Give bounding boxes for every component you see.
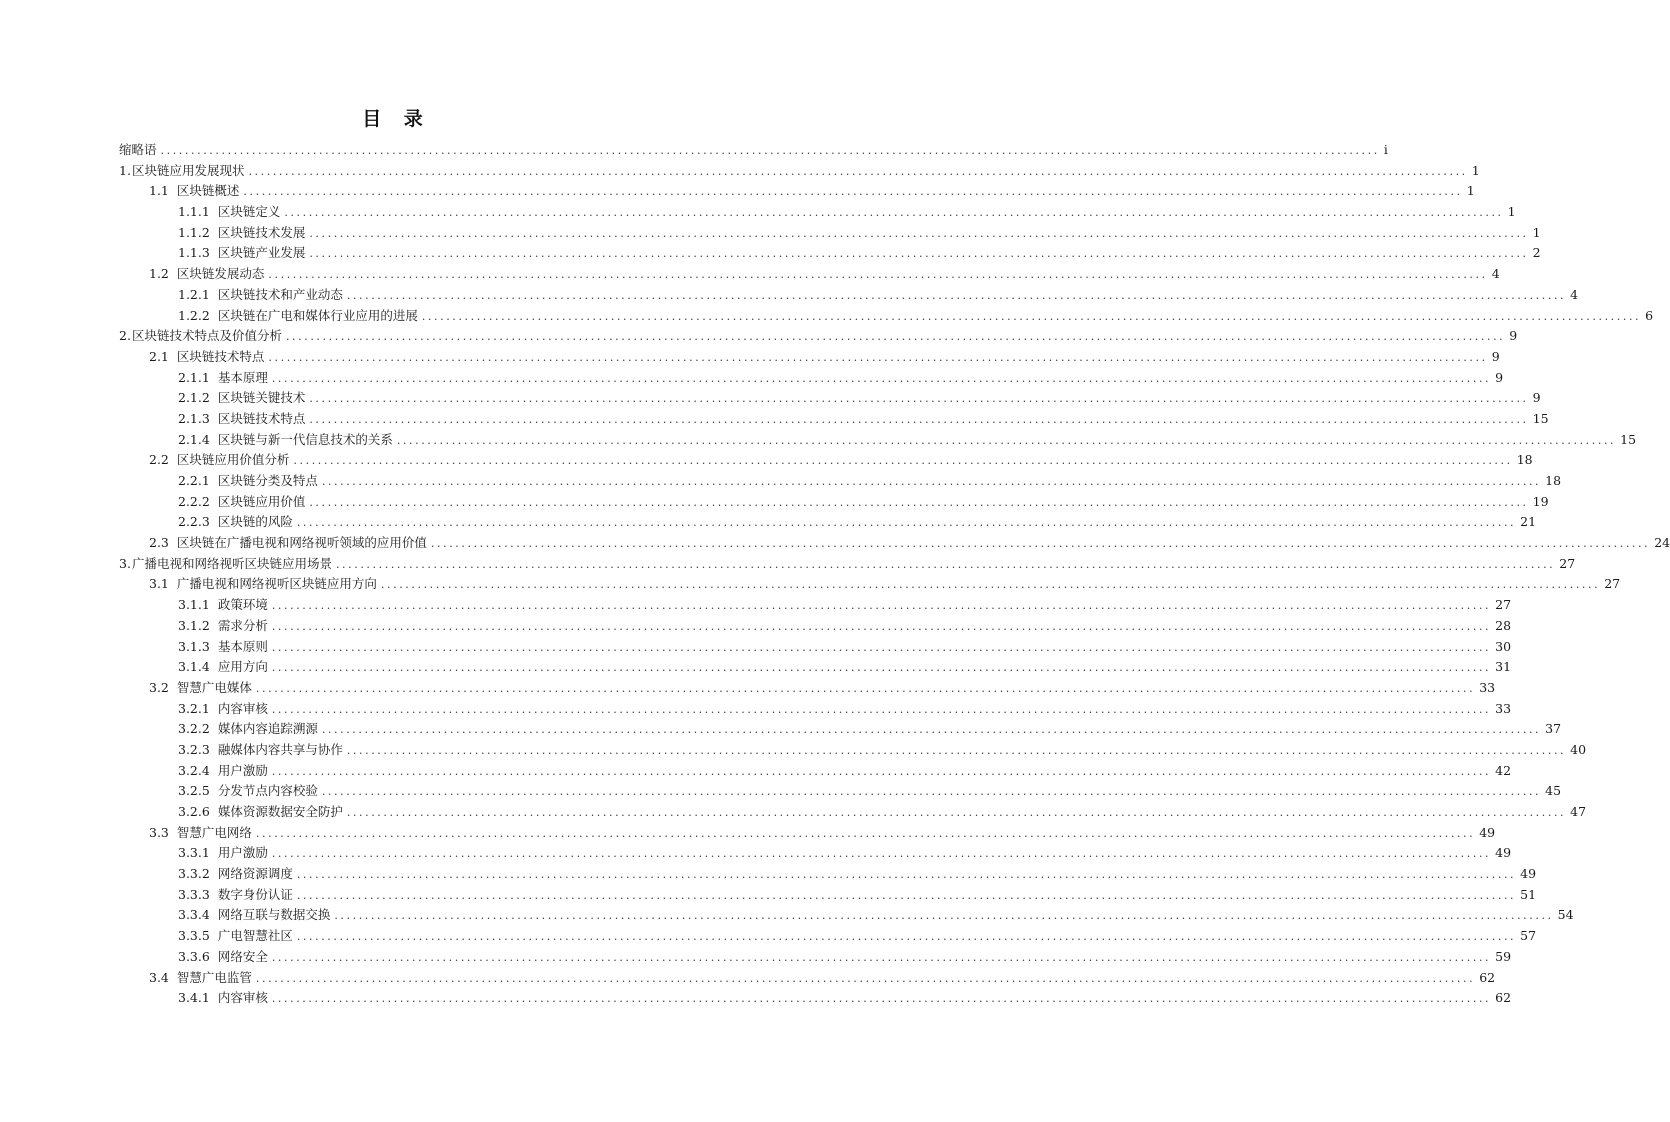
toc-entry[interactable] bbox=[119, 802, 1587, 823]
toc-entry[interactable] bbox=[119, 843, 1512, 864]
toc-entry[interactable] bbox=[119, 823, 1496, 844]
toc-entry-number: 3.2 bbox=[149, 679, 169, 695]
toc-entry[interactable] bbox=[119, 140, 1388, 161]
toc-page-number: 19 bbox=[1532, 493, 1549, 509]
toc-entry-title: 广电智慧社区 bbox=[217, 928, 293, 944]
toc-entry-title: 数字身份认证 bbox=[217, 886, 293, 902]
toc-entry-number: 3.3.1 bbox=[178, 845, 210, 861]
toc-entry-number: 1.1 bbox=[149, 183, 169, 199]
toc-page-number: i bbox=[1383, 142, 1388, 157]
toc-entry[interactable] bbox=[119, 306, 1654, 327]
toc-dot-leader: ........................................................................................................................................................................................................ bbox=[271, 619, 1492, 633]
toc-page-number: 27 bbox=[1495, 597, 1512, 613]
toc-entry[interactable] bbox=[119, 512, 1537, 533]
toc-entry[interactable] bbox=[119, 657, 1512, 678]
toc-page-number: 21 bbox=[1520, 514, 1537, 530]
toc-dot-leader: ........................................................................................................................................................................................................ bbox=[160, 144, 1380, 157]
toc-page-number: 33 bbox=[1479, 679, 1496, 695]
toc-entry[interactable] bbox=[119, 574, 1621, 595]
toc-dot-leader: ........................................................................................................................................................................................................ bbox=[271, 992, 1492, 1006]
toc-entry-title: 内容审核 bbox=[217, 990, 268, 1006]
toc-entry-title: 需求分析 bbox=[217, 617, 268, 633]
toc-dot-leader: ........................................................................................................................................................................................................ bbox=[321, 475, 1542, 488]
toc-entry-number: 1.1.2 bbox=[178, 224, 210, 240]
toc-dot-leader: ........................................................................................................................................................................................................ bbox=[380, 578, 1601, 592]
toc-entry-title: 智慧广电网络 bbox=[176, 824, 252, 840]
toc-entry-title: 网络安全 bbox=[217, 948, 268, 964]
toc-entry[interactable] bbox=[119, 202, 1516, 223]
toc-entry-number: 2.3 bbox=[149, 535, 169, 551]
toc-page-number: 49 bbox=[1479, 824, 1496, 840]
toc-entry-title: 广播电视和网络视听区块链应用场景 bbox=[131, 555, 332, 571]
toc-page-number: 9 bbox=[1532, 390, 1541, 406]
toc-entry[interactable] bbox=[119, 864, 1537, 885]
toc-entry-number: 1.2 bbox=[149, 266, 169, 282]
toc-entry-number: 3.2.4 bbox=[178, 762, 210, 778]
toc-dot-leader: ........................................................................................................................................................................................................ bbox=[285, 330, 1506, 344]
toc-entry[interactable] bbox=[119, 719, 1562, 740]
toc-dot-leader: ........................................................................................................................................................................................................ bbox=[430, 537, 1651, 551]
toc-entry[interactable] bbox=[119, 637, 1512, 658]
toc-page-number: 54 bbox=[1557, 907, 1574, 923]
toc-entry-title: 用户激励 bbox=[217, 762, 268, 778]
toc-entry-number: 3.2.2 bbox=[178, 721, 210, 737]
toc-entry-title: 区块链概述 bbox=[176, 183, 240, 199]
toc-entry[interactable] bbox=[119, 616, 1512, 637]
toc-entry-number: 1.1.3 bbox=[178, 245, 210, 261]
toc-dot-leader: ........................................................................................................................................................................................................ bbox=[268, 350, 1488, 364]
toc-entry-title: 网络资源调度 bbox=[217, 866, 293, 882]
toc-entry[interactable] bbox=[119, 968, 1496, 989]
toc-entry-number: 1.1.1 bbox=[178, 204, 210, 220]
toc-dot-leader: ........................................................................................................................................................................................................ bbox=[255, 681, 1476, 695]
toc-dot-leader: ........................................................................................................................................................................................................ bbox=[271, 950, 1492, 964]
toc-dot-leader: ........................................................................................................................................................................................................ bbox=[271, 661, 1492, 675]
toc-entry[interactable] bbox=[119, 264, 1500, 285]
toc-entry-number: 1. bbox=[119, 162, 131, 178]
toc-page-number: 40 bbox=[1570, 741, 1587, 757]
toc-entry-number: 3.4.1 bbox=[178, 990, 210, 1006]
toc-entry[interactable] bbox=[119, 243, 1541, 264]
toc-page-number: 4 bbox=[1570, 286, 1579, 302]
toc-entry-title: 区块链与新一代信息技术的关系 bbox=[217, 431, 393, 447]
toc-dot-leader: ........................................................................................................................................................................................................ bbox=[335, 557, 1556, 571]
toc-entry-title: 区块链技术特点及价值分析 bbox=[131, 328, 282, 344]
toc-dot-leader: ........................................................................................................................................................................................................ bbox=[271, 371, 1492, 385]
toc-dot-leader: ........................................................................................................................................................................................................ bbox=[309, 392, 1529, 406]
toc-dot-leader: ........................................................................................................................................................................................................ bbox=[255, 971, 1476, 985]
toc-entry-number: 3.1 bbox=[149, 576, 169, 592]
toc-entry-number: 1.2.1 bbox=[178, 286, 210, 302]
toc-page-number: 9 bbox=[1509, 328, 1518, 344]
toc-entry-number: 3.3.5 bbox=[178, 928, 210, 944]
toc-page-number: 51 bbox=[1520, 886, 1537, 902]
toc-entry-title: 区块链关键技术 bbox=[217, 390, 306, 406]
toc-entry-title: 缩略语 bbox=[119, 142, 157, 157]
toc-entry[interactable] bbox=[119, 554, 1576, 575]
toc-entry-title: 智慧广电监管 bbox=[176, 969, 252, 985]
toc-entry-number: 1.2.2 bbox=[178, 307, 210, 323]
toc-dot-leader: ........................................................................................................................................................................................................ bbox=[309, 495, 1529, 509]
toc-entry-number: 2.1.4 bbox=[178, 431, 210, 447]
toc-page-number: 4 bbox=[1491, 266, 1500, 282]
toc-page-number: 62 bbox=[1495, 990, 1512, 1006]
toc-page-number: 28 bbox=[1495, 617, 1512, 633]
toc-entry[interactable] bbox=[119, 492, 1549, 513]
toc-page-number: 1 bbox=[1471, 162, 1480, 178]
toc-entry[interactable] bbox=[119, 947, 1512, 968]
toc-entry[interactable] bbox=[119, 781, 1562, 802]
toc-page-number: 18 bbox=[1516, 452, 1533, 468]
toc-entry-title: 区块链技术特点 bbox=[217, 410, 306, 426]
toc-entry[interactable] bbox=[119, 450, 1533, 471]
toc-entry-title: 基本原理 bbox=[217, 369, 268, 385]
toc-entry-title: 区块链应用价值 bbox=[217, 493, 306, 509]
toc-page-number: 6 bbox=[1645, 307, 1654, 323]
toc-entry[interactable] bbox=[119, 409, 1549, 430]
toc-entry-title: 网络互联与数据交换 bbox=[217, 907, 331, 923]
toc-dot-leader: ........................................................................................................................................................................................................ bbox=[346, 743, 1567, 757]
toc-entry-number: 3.2.1 bbox=[178, 700, 210, 716]
toc-entry-number: 3.3.4 bbox=[178, 907, 210, 923]
toc-entry-title: 区块链应用价值分析 bbox=[176, 452, 290, 468]
toc-dot-leader: ........................................................................................................................................................................................................ bbox=[396, 433, 1617, 447]
toc-entry-title: 区块链定义 bbox=[217, 204, 281, 220]
toc-dot-leader: ........................................................................................................................................................................................................ bbox=[296, 516, 1517, 530]
toc-dot-leader: ........................................................................................................................................................................................................ bbox=[293, 454, 1513, 468]
toc-page-number: 49 bbox=[1495, 845, 1512, 861]
toc-dot-leader: ........................................................................................................................................................................................................ bbox=[296, 888, 1517, 902]
toc-entry-number: 2.1.2 bbox=[178, 390, 210, 406]
toc-entry-number: 3.2.6 bbox=[178, 804, 210, 819]
toc-entry-number: 2. bbox=[119, 328, 131, 344]
toc-page-number: 24 bbox=[1654, 535, 1670, 551]
toc-entry-title: 媒体内容追踪溯源 bbox=[217, 721, 318, 737]
toc-dot-leader: ........................................................................................................................................................................................................ bbox=[321, 785, 1542, 799]
toc-dot-leader: ........................................................................................................................................................................................................ bbox=[321, 723, 1542, 737]
toc-dot-leader: ........................................................................................................................................................................................................ bbox=[334, 909, 1554, 923]
toc-page-number: 30 bbox=[1495, 638, 1512, 654]
toc-dot-leader: ........................................................................................................................................................................................................ bbox=[309, 412, 1529, 426]
toc-entry-title: 分发节点内容校验 bbox=[217, 783, 318, 799]
toc-entry[interactable] bbox=[119, 326, 1518, 347]
toc-entry-number: 3.3.6 bbox=[178, 948, 210, 964]
toc-page-number: 1 bbox=[1507, 204, 1516, 220]
toc-entry-number: 3.1.4 bbox=[178, 659, 210, 675]
toc-entry-number: 3.1.2 bbox=[178, 617, 210, 633]
toc-dot-leader: ........................................................................................................................................................................................................ bbox=[296, 868, 1517, 882]
toc-dot-leader: ........................................................................................................................................................................................................ bbox=[309, 247, 1529, 261]
toc-entry-number: 2.2 bbox=[149, 452, 169, 468]
toc-entry[interactable] bbox=[119, 905, 1574, 926]
toc-page-number: 37 bbox=[1545, 721, 1562, 737]
toc-page-number: 49 bbox=[1520, 866, 1537, 882]
toc-entry[interactable] bbox=[119, 761, 1512, 782]
table-of-contents bbox=[119, 140, 1670, 1009]
toc-page-number: 2 bbox=[1532, 245, 1541, 261]
toc-entry-title: 区块链产业发展 bbox=[217, 245, 306, 261]
toc-dot-leader: ........................................................................................................................................................................................................ bbox=[271, 847, 1492, 861]
toc-dot-leader: ........................................................................................................................................................................................................ bbox=[255, 826, 1476, 840]
toc-entry-number: 3.2.5 bbox=[178, 783, 210, 799]
toc-entry[interactable] bbox=[119, 388, 1541, 409]
toc-entry-title: 区块链应用发展现状 bbox=[131, 162, 245, 178]
toc-entry-number: 3. bbox=[119, 555, 131, 571]
toc-page-number: 59 bbox=[1495, 948, 1512, 964]
toc-entry-title: 媒体资源数据安全防护 bbox=[217, 804, 343, 819]
toc-entry-number: 3.1.3 bbox=[178, 638, 210, 654]
toc-entry-number: 3.3.2 bbox=[178, 866, 210, 882]
toc-page-number: 27 bbox=[1559, 555, 1576, 571]
toc-entry[interactable] bbox=[119, 285, 1579, 306]
toc-dot-leader: ........................................................................................................................................................................................................ bbox=[268, 268, 1488, 282]
toc-dot-leader: ........................................................................................................................................................................................................ bbox=[271, 764, 1492, 778]
toc-entry-title: 应用方向 bbox=[217, 659, 268, 675]
toc-page-number: 42 bbox=[1495, 762, 1512, 778]
toc-entry-title: 区块链在广电和媒体行业应用的进展 bbox=[217, 307, 418, 323]
toc-dot-leader: ........................................................................................................................................................................................................ bbox=[346, 288, 1567, 302]
toc-entry-title: 区块链发展动态 bbox=[176, 266, 265, 282]
toc-dot-leader: ........................................................................................................................................................................................................ bbox=[271, 640, 1492, 654]
toc-page-number: 9 bbox=[1491, 348, 1500, 364]
toc-entry-number: 2.2.1 bbox=[178, 473, 210, 488]
toc-entry-title: 区块链的风险 bbox=[217, 514, 293, 530]
toc-page-number: 18 bbox=[1545, 473, 1562, 488]
toc-entry[interactable] bbox=[119, 161, 1480, 182]
toc-entry-title: 广播电视和网络视听区块链应用方向 bbox=[176, 576, 377, 592]
toc-entry[interactable] bbox=[119, 368, 1504, 389]
toc-entry-number: 3.2.3 bbox=[178, 741, 210, 757]
toc-entry-title: 内容审核 bbox=[217, 700, 268, 716]
toc-entry[interactable] bbox=[119, 988, 1512, 1009]
toc-entry[interactable] bbox=[119, 699, 1512, 720]
toc-entry-title: 智慧广电媒体 bbox=[176, 679, 252, 695]
toc-dot-leader: ........................................................................................................................................................................................................ bbox=[296, 930, 1517, 944]
toc-entry-title: 区块链技术发展 bbox=[217, 224, 306, 240]
toc-entry-number: 3.3.3 bbox=[178, 886, 210, 902]
toc-page-number: 62 bbox=[1479, 969, 1496, 985]
toc-dot-leader: ........................................................................................................................................................................................................ bbox=[271, 702, 1492, 716]
toc-entry-title: 区块链技术和产业动态 bbox=[217, 286, 343, 302]
toc-entry-title: 政策环境 bbox=[217, 597, 268, 613]
toc-dot-leader: ........................................................................................................................................................................................................ bbox=[248, 164, 1468, 178]
toc-entry-title: 区块链在广播电视和网络视听领域的应用价值 bbox=[176, 535, 427, 551]
toc-entry-number: 3.1.1 bbox=[178, 597, 210, 613]
toc-page-number: 1 bbox=[1466, 183, 1475, 199]
toc-dot-leader: ........................................................................................................................................................................................................ bbox=[243, 185, 1463, 199]
toc-entry-title: 区块链分类及特点 bbox=[217, 473, 318, 488]
toc-entry-title: 用户激励 bbox=[217, 845, 268, 861]
toc-entry-title: 基本原则 bbox=[217, 638, 268, 654]
toc-entry[interactable] bbox=[119, 740, 1587, 761]
toc-entry[interactable] bbox=[119, 347, 1500, 368]
toc-entry-title: 区块链技术特点 bbox=[176, 348, 265, 364]
toc-page-number: 1 bbox=[1532, 224, 1541, 240]
toc-entry[interactable] bbox=[119, 885, 1537, 906]
toc-page-number: 45 bbox=[1545, 783, 1562, 799]
toc-entry[interactable] bbox=[119, 595, 1512, 616]
toc-page-number: 31 bbox=[1495, 659, 1512, 675]
toc-page-number: 15 bbox=[1620, 431, 1637, 447]
toc-entry-number: 3.4 bbox=[149, 969, 169, 985]
toc-entry-number: 2.2.3 bbox=[178, 514, 210, 530]
toc-page-number: 9 bbox=[1495, 369, 1504, 385]
toc-entry-number: 2.1.3 bbox=[178, 410, 210, 426]
toc-dot-leader: ........................................................................................................................................................................................................ bbox=[309, 226, 1529, 240]
toc-dot-leader: ........................................................................................................................................................................................................ bbox=[271, 599, 1492, 613]
toc-entry-number: 2.1 bbox=[149, 348, 169, 364]
toc-entry[interactable] bbox=[119, 533, 1670, 554]
toc-page-number: 57 bbox=[1520, 928, 1537, 944]
toc-entry[interactable] bbox=[119, 181, 1475, 202]
toc-entry-title: 融媒体内容共享与协作 bbox=[217, 741, 343, 757]
toc-entry-number: 2.1.1 bbox=[178, 369, 210, 385]
toc-page-number: 27 bbox=[1604, 576, 1621, 592]
toc-page-number: 33 bbox=[1495, 700, 1512, 716]
toc-entry[interactable] bbox=[119, 678, 1496, 699]
page-title: 目 录 bbox=[362, 108, 431, 130]
toc-dot-leader: ........................................................................................................................................................................................................ bbox=[421, 309, 1642, 323]
toc-entry-number: 3.3 bbox=[149, 824, 169, 840]
toc-entry[interactable] bbox=[119, 430, 1637, 451]
toc-entry[interactable] bbox=[119, 926, 1537, 947]
toc-entry[interactable] bbox=[119, 471, 1562, 492]
toc-dot-leader: ........................................................................................................................................................................................................ bbox=[346, 806, 1567, 819]
toc-page-number: 15 bbox=[1532, 410, 1549, 426]
toc-entry-number: 2.2.2 bbox=[178, 493, 210, 509]
toc-entry[interactable] bbox=[119, 223, 1541, 244]
toc-page-number: 47 bbox=[1570, 804, 1587, 819]
toc-dot-leader: ........................................................................................................................................................................................................ bbox=[284, 206, 1504, 220]
